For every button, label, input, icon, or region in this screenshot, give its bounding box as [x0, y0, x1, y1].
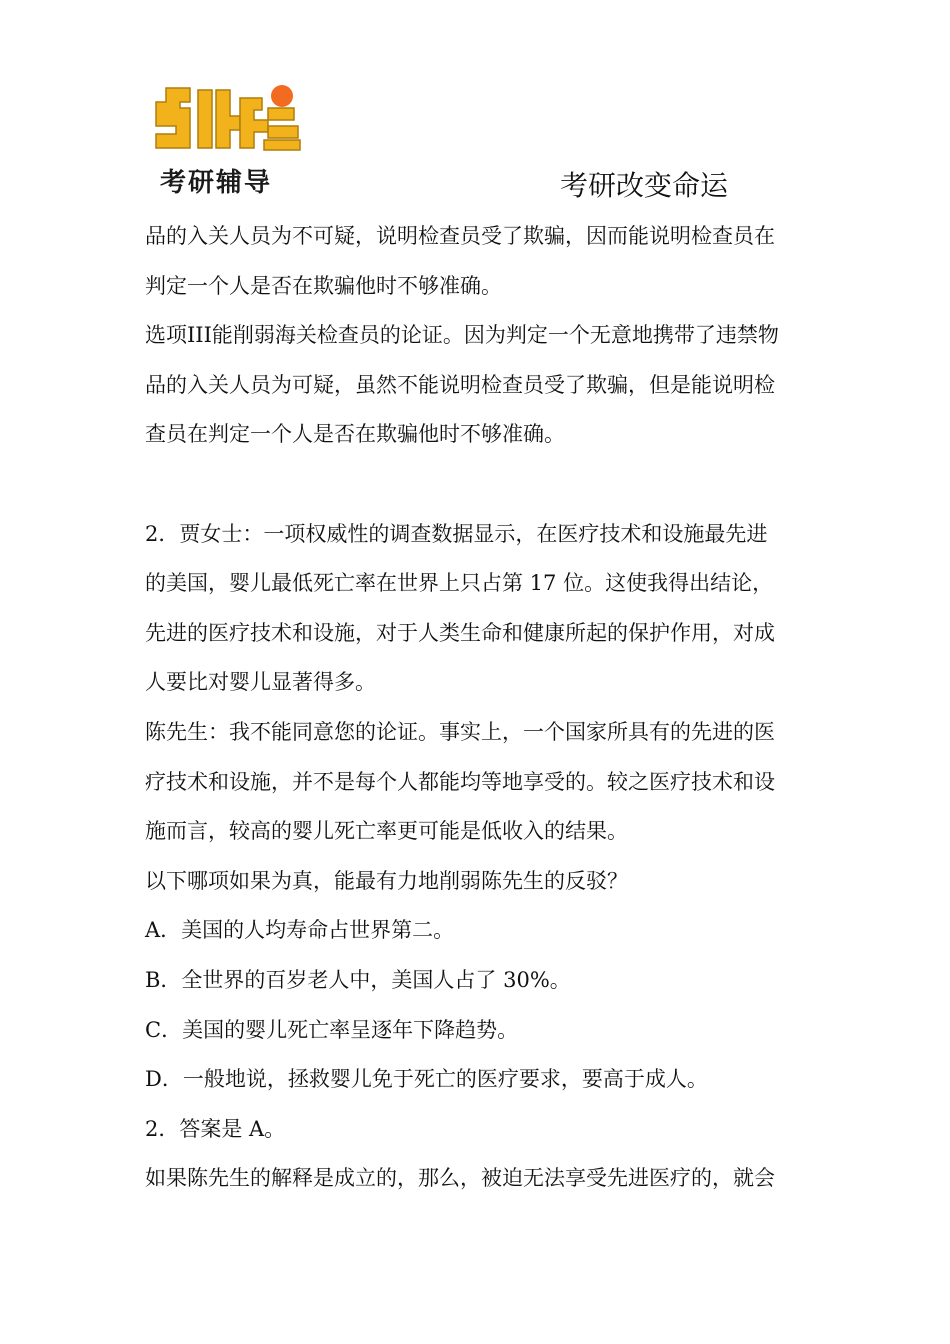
text-line: 查员在判定一个人是否在欺骗他时不够准确。	[145, 422, 565, 447]
logo-subtitle: 考研辅导	[160, 168, 273, 198]
text-line: 疗技术和设施，并不是每个人都能均等地享受的。较之医疗技术和设	[145, 769, 775, 794]
text-line: 的美国，婴儿最低死亡率在世界上只占第 17 位。这使我得出结论，	[145, 571, 774, 596]
explanation-text: 如果陈先生的解释是成立的，那么，被迫无法享受先进医疗的，就会	[145, 1166, 775, 1191]
header-slogan: 考研改变命运	[560, 169, 729, 202]
text-line: 判定一个人是否在欺骗他时不够准确。	[145, 273, 502, 298]
logo-mark	[152, 78, 302, 158]
logo-graphic	[152, 78, 302, 158]
brand-logo	[152, 78, 302, 198]
text-line: 品的入关人员为不可疑，说明检查员受了欺骗，因而能说明检查员在	[145, 224, 775, 248]
text-line: 施而言，较高的婴儿死亡率更可能是低收入的结果。	[145, 819, 628, 844]
option-c: C．美国的婴儿死亡率呈逐年下降趋势。	[145, 1017, 519, 1042]
paragraph-gap	[145, 460, 810, 510]
document-body	[145, 212, 810, 1204]
option-d: D．一般地说，拯救婴儿免于死亡的医疗要求，要高于成人。	[145, 1067, 708, 1092]
option-a: A．美国的人均寿命占世界第二。	[145, 918, 455, 943]
text-line: 2．贾女士：一项权威性的调查数据显示，在医疗技术和设施最先进	[145, 521, 768, 546]
text-line: 陈先生：我不能同意您的论证。事实上，一个国家所具有的先进的医	[145, 719, 775, 744]
text-line: 选项III能削弱海关检查员的论证。因为判定一个无意地携带了违禁物	[145, 323, 779, 348]
question-text: 以下哪项如果为真，能最有力地削弱陈先生的反驳？	[145, 868, 628, 893]
answer-text: 2．答案是 A。	[145, 1116, 286, 1141]
option-b: B．全世界的百岁老人中，美国人占了 30%。	[145, 967, 571, 992]
logo-dot	[271, 85, 293, 107]
text-line: 人要比对婴儿显著得多。	[145, 670, 376, 695]
text-line: 品的入关人员为可疑，虽然不能说明检查员受了欺骗，但是能说明检	[145, 372, 775, 397]
text-line: 先进的医疗技术和设施，对于人类生命和健康所起的保护作用，对成	[145, 620, 775, 645]
